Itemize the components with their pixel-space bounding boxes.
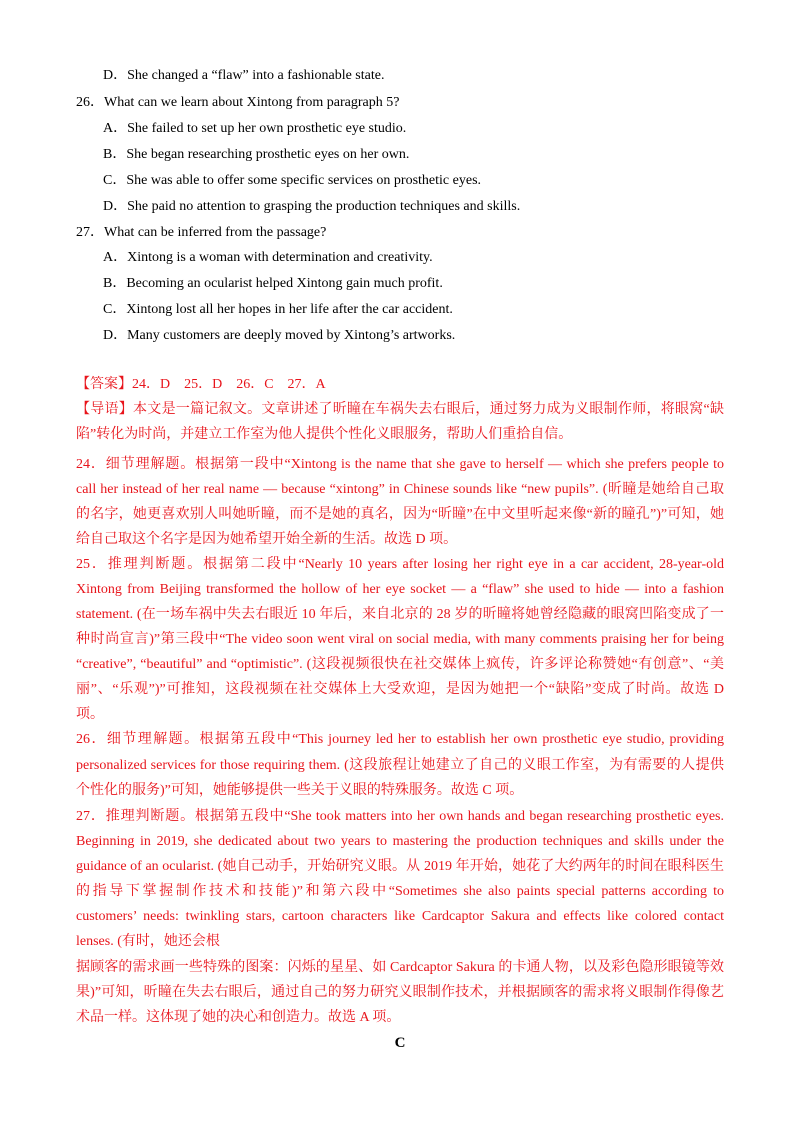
explanation-25-line-3: statement. (在一场车祸中失去右眼近 10 年后，来自北京的 28 岁的昕瞳将她曾经隐藏的眼窝凹陷变成了一 bbox=[76, 607, 724, 622]
explanation-27-line-4: 的指导下掌握制作技术和技能)”和第六段中“Sometimes she also paints special patterns according to bbox=[76, 884, 724, 899]
explanation-25-line-6: 丽”、“乐观”)”可推知，这段视频在社交媒体上大受欢迎，是因为她把一个“缺陷”变成了时尚。故选 D bbox=[76, 682, 724, 697]
q27-stem: 27．What can be inferred from the passage? bbox=[76, 225, 327, 240]
explanation-27-line-5: customers’ needs: twinkling stars, cartoon characters like Cardcaptor Sakura and effects like colored contact bbox=[76, 909, 724, 924]
explanation-25-line-2: Xintong from Beijing transformed the hollow of her eye socket — a “flaw” she used to hide — into a fashion bbox=[76, 582, 724, 597]
q27-option-d: D．Many customers are deeply moved by Xintong’s artworks. bbox=[103, 328, 456, 343]
explanation-27-line-2: Beginning in 2019, she dedicated about two years to mastering the production techniques and skills under the bbox=[76, 834, 724, 849]
explanation-27-line-7: 据顾客的需求画一些特殊的图案：闪烁的星星、如 Cardcaptor Sakura 的卡通人物，以及彩色隐形眼镜等效 bbox=[76, 960, 724, 975]
explanation-25-line-5: “creative”, “beautiful” and “optimistic”. (这段视频很快在社交媒体上疯传，许多评论称赞她“有创意”、“美 bbox=[76, 657, 724, 672]
explanation-26-line-2: personalized services for those requiring them. (这段旅程让她建立了自己的义眼工作室，为有需要的人提供 bbox=[76, 758, 724, 773]
explanation-26-line-1: 26．细节理解题。根据第五段中“This journey led her to establish her own prosthetic eye studio, providing bbox=[76, 732, 724, 747]
q26-option-c: C．She was able to offer some specific services on prosthetic eyes. bbox=[103, 173, 482, 188]
explanation-25-line-4: 种时尚宣言)”第三段中“The video soon went viral on social media, with many comments praising her for being bbox=[76, 632, 724, 647]
q27-option-a: A．Xintong is a woman with determination and creativity. bbox=[103, 250, 433, 265]
explanation-24-line-4: 给自己取这个名字是因为她希望开始全新的生活。故选 D 项。 bbox=[76, 532, 458, 547]
explanation-26-line-3: 个性化的服务)”可知，她能够提供一些关于义眼的特殊服务。故选 C 项。 bbox=[76, 783, 524, 798]
q26-option-a: A．She failed to set up her own prosthetic eye studio. bbox=[103, 121, 407, 136]
q26-option-b: B．She began researching prosthetic eyes on her own. bbox=[103, 147, 410, 162]
explanation-27-line-3: guidance of an ocularist. (她自己动手，开始研究义眼。从 2019 年开始，她花了大约两年的时间在眼科医生 bbox=[76, 859, 724, 874]
q27-option-c: C．Xintong lost all her hopes in her life after the car accident. bbox=[103, 302, 453, 317]
q25-option-d: D．She changed a “flaw” into a fashionable state. bbox=[103, 68, 385, 83]
q27-option-b: B．Becoming an ocularist helped Xintong gain much profit. bbox=[103, 276, 443, 291]
explanation-27-line-6: lenses. (有时，她还会根 bbox=[76, 934, 220, 949]
explanation-27-line-9: 术品一样。这体现了她的决心和创造力。故选 A 项。 bbox=[76, 1010, 401, 1025]
explanation-25-line-7: 项。 bbox=[76, 707, 104, 722]
guide-line-2: 陷”转化为时尚，并建立工作室为他人提供个性化义眼服务，帮助人们重拾自信。 bbox=[76, 427, 573, 442]
explanation-24-line-2: call her instead of her real name — because “xintong” in Chinese sounds like “new pupils”. (昕瞳是她给自己取 bbox=[76, 482, 724, 497]
explanation-25-line-1: 25．推理判断题。根据第二段中“Nearly 10 years after losing her right eye in a car accident, 28-year-old bbox=[76, 557, 724, 572]
q26-option-d: D．She paid no attention to grasping the production techniques and skills. bbox=[103, 199, 521, 214]
guide-line-1: 【导语】本文是一篇记叙文。文章讲述了昕瞳在车祸失去右眼后，通过努力成为义眼制作师，将眼窝“缺 bbox=[76, 402, 724, 417]
answer-key: 【答案】24．D 25．D 26．C 27．A bbox=[76, 377, 326, 392]
explanation-27-line-1: 27．推理判断题。根据第五段中“She took matters into her own hands and began researching prosthetic eyes. bbox=[76, 809, 724, 824]
explanation-24-line-3: 的名字，她更喜欢别人叫她昕瞳，而不是她的真名，因为“昕瞳”在中文里听起来像“新的瞳孔”)”可知，她 bbox=[76, 507, 724, 522]
explanation-24-line-1: 24．细节理解题。根据第一段中“Xintong is the name that she gave to herself — which she prefers people to bbox=[76, 457, 724, 472]
q26-stem: 26．What can we learn about Xintong from paragraph 5? bbox=[76, 95, 400, 110]
section-heading-c: C bbox=[394, 1035, 406, 1051]
explanation-27-line-8: 果)”可知，昕瞳在失去右眼后，通过自己的努力研究义眼制作技术，并根据顾客的需求将义眼制作得像艺 bbox=[76, 985, 724, 1000]
